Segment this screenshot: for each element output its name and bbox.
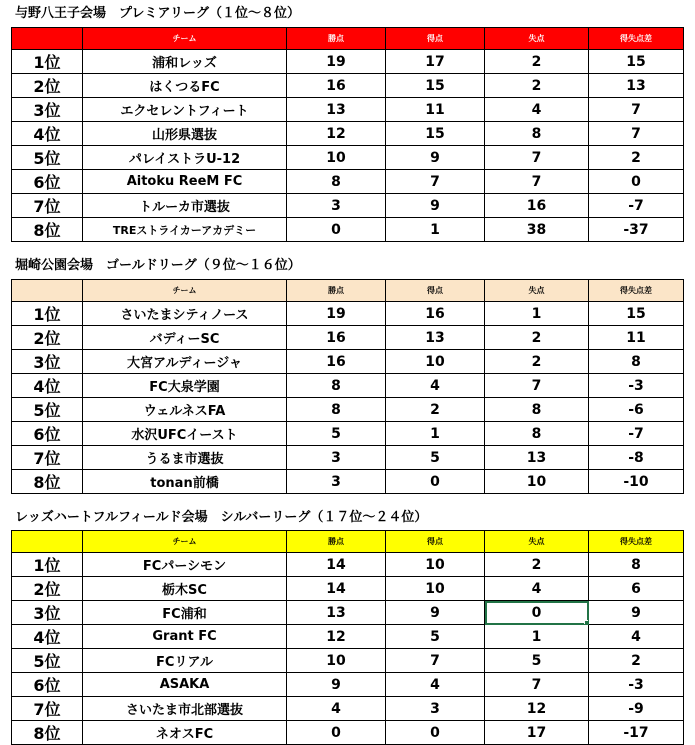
goal-diff-cell[interactable]: 6 xyxy=(589,577,684,601)
standings-table xyxy=(11,27,684,242)
rank-cell[interactable]: 3位 xyxy=(12,601,83,625)
table-row xyxy=(12,50,684,74)
goals-for-cell[interactable]: 10 xyxy=(386,553,485,577)
rank-cell[interactable]: 7位 xyxy=(12,697,83,721)
table-row xyxy=(12,577,684,601)
team-cell[interactable]: さいたま市北部選抜 xyxy=(83,697,287,721)
header-row xyxy=(12,28,684,50)
goal-diff-cell[interactable]: 2 xyxy=(589,146,684,170)
goal-diff-cell[interactable]: 8 xyxy=(589,350,684,374)
goals-against-cell[interactable]: 8 xyxy=(485,398,589,422)
header-cell-team: チーム xyxy=(83,280,287,302)
goals-against-cell[interactable]: 8 xyxy=(485,422,589,446)
header-cell-points: 勝点 xyxy=(287,28,386,50)
goals-against-cell[interactable]: 1 xyxy=(485,302,589,326)
goals-against-cell[interactable]: 7 xyxy=(485,673,589,697)
goal-diff-cell[interactable]: 7 xyxy=(589,98,684,122)
header-cell-goals-for: 得点 xyxy=(386,28,485,50)
goal-diff-cell[interactable]: -9 xyxy=(589,697,684,721)
goals-for-cell[interactable]: 9 xyxy=(386,601,485,625)
table-row xyxy=(12,601,684,625)
goals-for-cell[interactable]: 1 xyxy=(386,422,485,446)
goal-diff-cell[interactable]: 11 xyxy=(589,326,684,350)
goal-diff-cell[interactable]: -17 xyxy=(589,721,684,745)
points-cell[interactable]: 3 xyxy=(287,470,386,494)
rank-cell[interactable]: 2位 xyxy=(12,74,83,98)
section-title: 堀崎公園会場 ゴールドリーグ（９位～１６位） xyxy=(15,258,301,273)
table-row xyxy=(12,422,684,446)
rank-cell[interactable]: 3位 xyxy=(12,350,83,374)
goals-for-cell[interactable]: 2 xyxy=(386,398,485,422)
rank-cell[interactable]: 5位 xyxy=(12,649,83,673)
goals-against-cell[interactable]: 7 xyxy=(485,170,589,194)
team-cell[interactable]: ネオスFC xyxy=(83,721,287,745)
header-cell-goal-diff: 得失点差 xyxy=(589,28,684,50)
goals-for-cell[interactable]: 5 xyxy=(386,625,485,649)
table-row xyxy=(12,470,684,494)
goal-diff-cell[interactable]: 8 xyxy=(589,553,684,577)
table-row xyxy=(12,98,684,122)
points-cell[interactable]: 14 xyxy=(287,577,386,601)
header-cell-rank xyxy=(12,280,83,302)
header-cell-goal-diff: 得失点差 xyxy=(589,280,684,302)
goals-against-cell[interactable]: 12 xyxy=(485,697,589,721)
goals-against-cell[interactable]: 2 xyxy=(485,553,589,577)
goals-against-value: 0 xyxy=(531,604,542,621)
goal-diff-cell[interactable]: 2 xyxy=(589,649,684,673)
header-cell-rank xyxy=(12,531,83,553)
goals-for-cell[interactable]: 4 xyxy=(386,673,485,697)
goals-for-cell[interactable]: 16 xyxy=(386,302,485,326)
points-cell[interactable]: 16 xyxy=(287,74,386,98)
team-cell[interactable]: 浦和レッズ xyxy=(83,50,287,74)
team-cell[interactable]: FCパーシモン xyxy=(83,553,287,577)
table-row xyxy=(12,649,684,673)
rank-cell[interactable]: 6位 xyxy=(12,673,83,697)
goals-against-cell[interactable]: 5 xyxy=(485,649,589,673)
rank-cell[interactable]: 8位 xyxy=(12,470,83,494)
team-cell[interactable]: 大宮アルディージャ xyxy=(83,350,287,374)
standings-table xyxy=(11,530,684,745)
rank-cell[interactable]: 4位 xyxy=(12,625,83,649)
header-cell-team: チーム xyxy=(83,28,287,50)
header-cell-rank xyxy=(12,28,83,50)
goal-diff-cell[interactable]: -10 xyxy=(589,470,684,494)
goal-diff-cell[interactable]: -8 xyxy=(589,446,684,470)
team-cell[interactable]: うるま市選抜 xyxy=(83,446,287,470)
goals-against-cell[interactable]: 13 xyxy=(485,446,589,470)
goals-for-cell[interactable]: 4 xyxy=(386,374,485,398)
header-cell-goals-against: 失点 xyxy=(485,28,589,50)
goals-for-cell[interactable]: 15 xyxy=(386,74,485,98)
table-row xyxy=(12,326,684,350)
goals-for-cell[interactable]: 10 xyxy=(386,577,485,601)
table-row xyxy=(12,170,684,194)
goal-diff-cell[interactable]: 9 xyxy=(589,601,684,625)
table-row xyxy=(12,194,684,218)
team-cell[interactable]: 水沢UFCイースト xyxy=(83,422,287,446)
header-cell-goals-against: 失点 xyxy=(485,531,589,553)
goals-against-cell[interactable]: 2 xyxy=(485,350,589,374)
goals-against-cell[interactable]: 4 xyxy=(485,98,589,122)
goal-diff-cell[interactable]: -6 xyxy=(589,398,684,422)
rank-cell[interactable]: 8位 xyxy=(12,218,83,242)
rank-cell[interactable]: 6位 xyxy=(12,422,83,446)
rank-cell[interactable]: 5位 xyxy=(12,398,83,422)
header-cell-goals-against: 失点 xyxy=(485,280,589,302)
table-row xyxy=(12,302,684,326)
rank-cell[interactable]: 6位 xyxy=(12,170,83,194)
goal-diff-cell[interactable]: 4 xyxy=(589,625,684,649)
header-row xyxy=(12,531,684,553)
goals-against-cell[interactable]: 7 xyxy=(485,146,589,170)
team-cell[interactable]: トルーカ市選抜 xyxy=(83,194,287,218)
points-cell[interactable]: 3 xyxy=(287,446,386,470)
team-cell[interactable]: Grant FC xyxy=(83,625,287,649)
header-cell-goals-for: 得点 xyxy=(386,280,485,302)
goals-for-cell[interactable]: 3 xyxy=(386,697,485,721)
selected-cell[interactable] xyxy=(485,601,589,625)
rank-cell[interactable]: 1位 xyxy=(12,50,83,74)
team-cell[interactable]: Aitoku ReeM FC xyxy=(83,170,287,194)
goals-for-cell[interactable]: 5 xyxy=(386,446,485,470)
rank-cell[interactable]: 4位 xyxy=(12,122,83,146)
table-row xyxy=(12,218,684,242)
rank-cell[interactable]: 4位 xyxy=(12,374,83,398)
goals-for-cell[interactable]: 7 xyxy=(386,649,485,673)
goals-for-cell[interactable]: 15 xyxy=(386,122,485,146)
rank-cell[interactable]: 8位 xyxy=(12,721,83,745)
points-cell[interactable]: 19 xyxy=(287,302,386,326)
table-row xyxy=(12,446,684,470)
team-cell[interactable]: FC大泉学園 xyxy=(83,374,287,398)
rank-cell[interactable]: 3位 xyxy=(12,98,83,122)
header-cell-points: 勝点 xyxy=(287,280,386,302)
points-cell[interactable]: 10 xyxy=(287,649,386,673)
goal-diff-cell[interactable]: -3 xyxy=(589,374,684,398)
points-cell[interactable]: 3 xyxy=(287,194,386,218)
goals-for-cell[interactable]: 11 xyxy=(386,98,485,122)
goals-for-cell[interactable]: 13 xyxy=(386,326,485,350)
team-cell[interactable]: tonan前橋 xyxy=(83,470,287,494)
goals-against-cell[interactable]: 2 xyxy=(485,74,589,98)
table-row xyxy=(12,74,684,98)
team-cell[interactable]: ASAKA xyxy=(83,673,287,697)
fill-handle[interactable] xyxy=(584,620,589,625)
rank-cell[interactable]: 2位 xyxy=(12,326,83,350)
goals-against-cell[interactable]: 17 xyxy=(485,721,589,745)
table-row xyxy=(12,721,684,745)
table-row xyxy=(12,625,684,649)
table-row xyxy=(12,673,684,697)
rank-cell[interactable]: 7位 xyxy=(12,194,83,218)
table-row xyxy=(12,553,684,577)
goals-for-cell[interactable]: 17 xyxy=(386,50,485,74)
team-cell[interactable]: FC浦和 xyxy=(83,601,287,625)
points-cell[interactable]: 16 xyxy=(287,326,386,350)
team-cell[interactable]: 山形県選抜 xyxy=(83,122,287,146)
rank-cell[interactable]: 7位 xyxy=(12,446,83,470)
goals-for-cell[interactable]: 9 xyxy=(386,146,485,170)
goals-for-cell[interactable]: 0 xyxy=(386,721,485,745)
points-cell[interactable]: 0 xyxy=(287,218,386,242)
goal-diff-cell[interactable]: 7 xyxy=(589,122,684,146)
points-cell[interactable]: 8 xyxy=(287,374,386,398)
table-row xyxy=(12,146,684,170)
goals-for-cell[interactable]: 1 xyxy=(386,218,485,242)
rank-cell[interactable]: 1位 xyxy=(12,553,83,577)
rank-cell[interactable]: 1位 xyxy=(12,302,83,326)
goal-diff-cell[interactable]: 15 xyxy=(589,50,684,74)
goals-against-cell[interactable]: 2 xyxy=(485,50,589,74)
goals-for-cell[interactable]: 9 xyxy=(386,194,485,218)
header-cell-goals-for: 得点 xyxy=(386,531,485,553)
section-title: レッズハートフルフィールド会場 シルバーリーグ（１７位～２４位） xyxy=(15,510,428,525)
table-row xyxy=(12,122,684,146)
goals-for-cell[interactable]: 7 xyxy=(386,170,485,194)
goals-against-cell[interactable]: 10 xyxy=(485,470,589,494)
points-cell[interactable]: 14 xyxy=(287,553,386,577)
goal-diff-cell[interactable]: -7 xyxy=(589,422,684,446)
goal-diff-cell[interactable]: -37 xyxy=(589,218,684,242)
points-cell[interactable]: 5 xyxy=(287,422,386,446)
header-cell-team: チーム xyxy=(83,531,287,553)
goal-diff-cell[interactable]: 0 xyxy=(589,170,684,194)
goal-diff-cell[interactable]: -3 xyxy=(589,673,684,697)
points-cell[interactable]: 10 xyxy=(287,146,386,170)
points-cell[interactable]: 0 xyxy=(287,721,386,745)
team-cell[interactable]: ウェルネスFA xyxy=(83,398,287,422)
points-cell[interactable]: 8 xyxy=(287,170,386,194)
section-title: 与野八王子会場 プレミアリーグ（１位～８位） xyxy=(15,6,300,21)
header-cell-goal-diff: 得失点差 xyxy=(589,531,684,553)
team-cell[interactable]: FCリアル xyxy=(83,649,287,673)
points-cell[interactable]: 9 xyxy=(287,673,386,697)
goals-against-cell[interactable]: 8 xyxy=(485,122,589,146)
points-cell[interactable]: 4 xyxy=(287,697,386,721)
rank-cell[interactable]: 2位 xyxy=(12,577,83,601)
team-cell[interactable]: 栃木SC xyxy=(83,577,287,601)
goals-against-cell[interactable]: 1 xyxy=(485,625,589,649)
table-row xyxy=(12,697,684,721)
points-cell[interactable]: 12 xyxy=(287,122,386,146)
goals-against-cell[interactable]: 16 xyxy=(485,194,589,218)
goals-for-cell[interactable]: 10 xyxy=(386,350,485,374)
points-cell[interactable]: 16 xyxy=(287,350,386,374)
points-cell[interactable]: 12 xyxy=(287,625,386,649)
points-cell[interactable]: 13 xyxy=(287,98,386,122)
points-cell[interactable]: 19 xyxy=(287,50,386,74)
standings-table xyxy=(11,279,684,494)
table-row xyxy=(12,350,684,374)
goals-against-cell[interactable]: 38 xyxy=(485,218,589,242)
rank-cell[interactable]: 5位 xyxy=(12,146,83,170)
team-cell[interactable]: パレイストラU-12 xyxy=(83,146,287,170)
header-cell-points: 勝点 xyxy=(287,531,386,553)
team-cell[interactable]: さいたまシティノース xyxy=(83,302,287,326)
table-row xyxy=(12,398,684,422)
header-row xyxy=(12,280,684,302)
table-row xyxy=(12,374,684,398)
team-cell[interactable]: はくつるFC xyxy=(83,74,287,98)
team-cell[interactable]: TREストライカーアカデミー xyxy=(83,218,287,242)
goal-diff-cell[interactable]: 15 xyxy=(589,302,684,326)
goals-for-cell[interactable]: 0 xyxy=(386,470,485,494)
goal-diff-cell[interactable]: -7 xyxy=(589,194,684,218)
goals-against-cell[interactable]: 4 xyxy=(485,577,589,601)
points-cell[interactable]: 8 xyxy=(287,398,386,422)
team-cell[interactable]: バディーSC xyxy=(83,326,287,350)
goals-against-cell[interactable]: 2 xyxy=(485,326,589,350)
points-cell[interactable]: 13 xyxy=(287,601,386,625)
goal-diff-cell[interactable]: 13 xyxy=(589,74,684,98)
team-cell[interactable]: エクセレントフィート xyxy=(83,98,287,122)
goals-against-cell[interactable]: 7 xyxy=(485,374,589,398)
